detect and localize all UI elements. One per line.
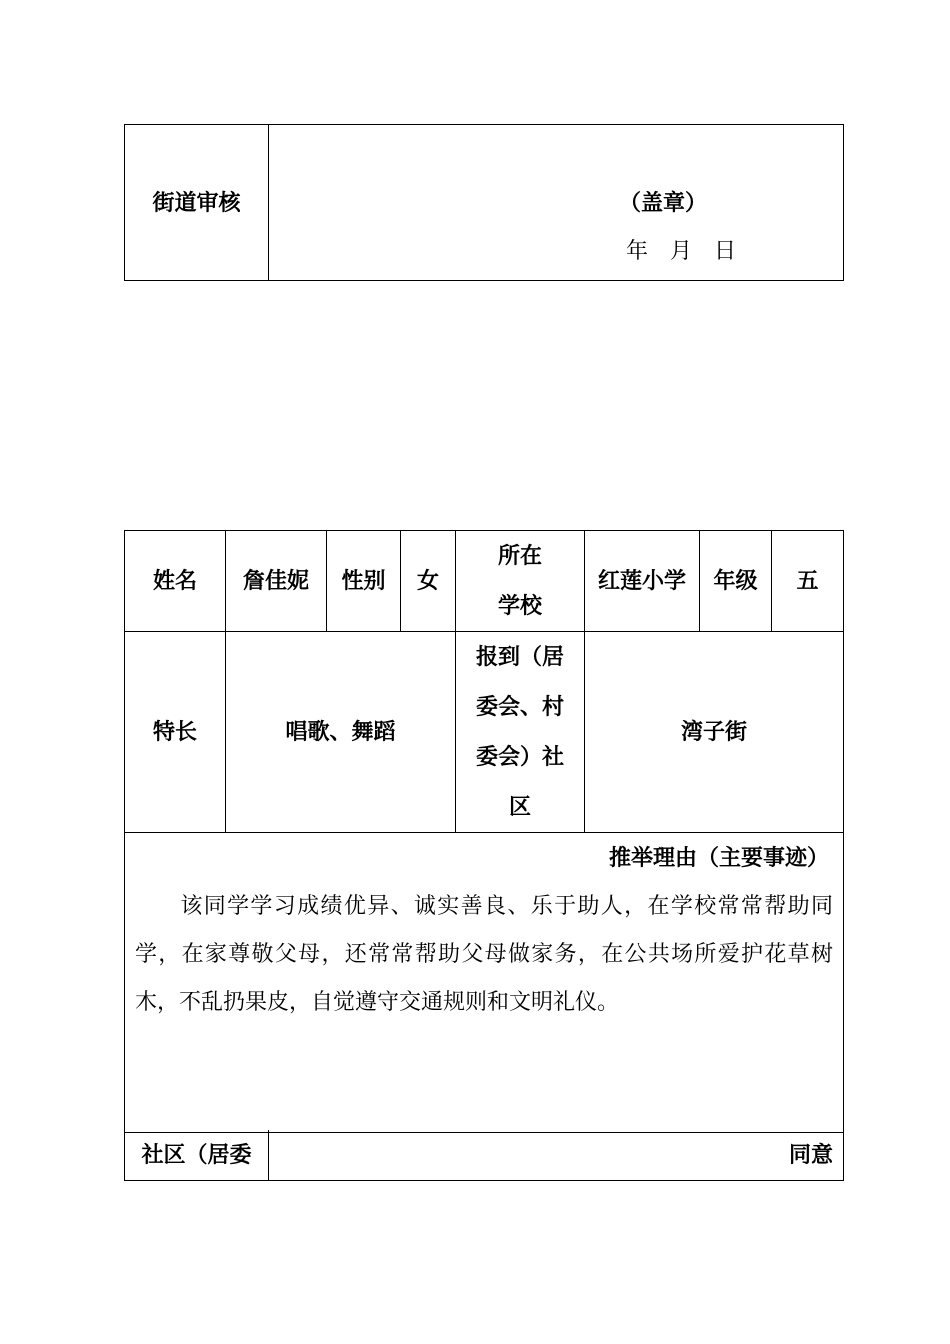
school-label-line-2: 学校 <box>497 593 542 619</box>
seal-text: （盖章） <box>619 190 708 216</box>
name-label: 姓名 <box>125 531 226 632</box>
name-value: 詹佳妮 <box>226 531 327 632</box>
gender-label: 性别 <box>327 531 401 632</box>
reason-text <box>125 883 843 1027</box>
school-label-line-1: 所在 <box>497 543 542 569</box>
community-label-line-4: 区 <box>508 794 531 820</box>
committee-label: 社区（居委 <box>125 1130 269 1181</box>
talent-label: 特长 <box>125 632 226 833</box>
street-review-cell <box>269 125 844 281</box>
grade-label: 年级 <box>700 531 772 632</box>
school-value: 红莲小学 <box>585 531 700 632</box>
street-review-table <box>124 124 844 281</box>
community-label-line-2: 委会、村 <box>475 694 564 720</box>
reason-text-content: 该同学学习成绩优异、诚实善良、乐于助人，在学校常常帮助同学，在家尊敬父母，还常常帮助父母做家务，在公共场所爱护花草树木，不乱扔果皮，自觉遵守交通规则和文明礼仪。 <box>135 894 833 1015</box>
community-label-line-1: 报到（居 <box>475 644 564 670</box>
street-review-label: 街道审核 <box>125 125 269 281</box>
community-value: 湾子街 <box>585 632 844 833</box>
gender-value: 女 <box>401 531 456 632</box>
reason-cell <box>125 833 844 1133</box>
nomination-table <box>124 530 844 1133</box>
school-label <box>456 531 585 632</box>
date-text: 年 月 日 <box>626 239 737 264</box>
talent-value: 唱歌、舞蹈 <box>226 632 456 833</box>
committee-value: 同意 <box>269 1130 844 1181</box>
committee-table <box>124 1130 844 1181</box>
reason-title: 推举理由（主要事迹） <box>608 845 829 871</box>
community-label <box>456 632 585 833</box>
grade-value: 五 <box>772 531 844 632</box>
community-label-line-3: 委会）社 <box>475 744 564 770</box>
